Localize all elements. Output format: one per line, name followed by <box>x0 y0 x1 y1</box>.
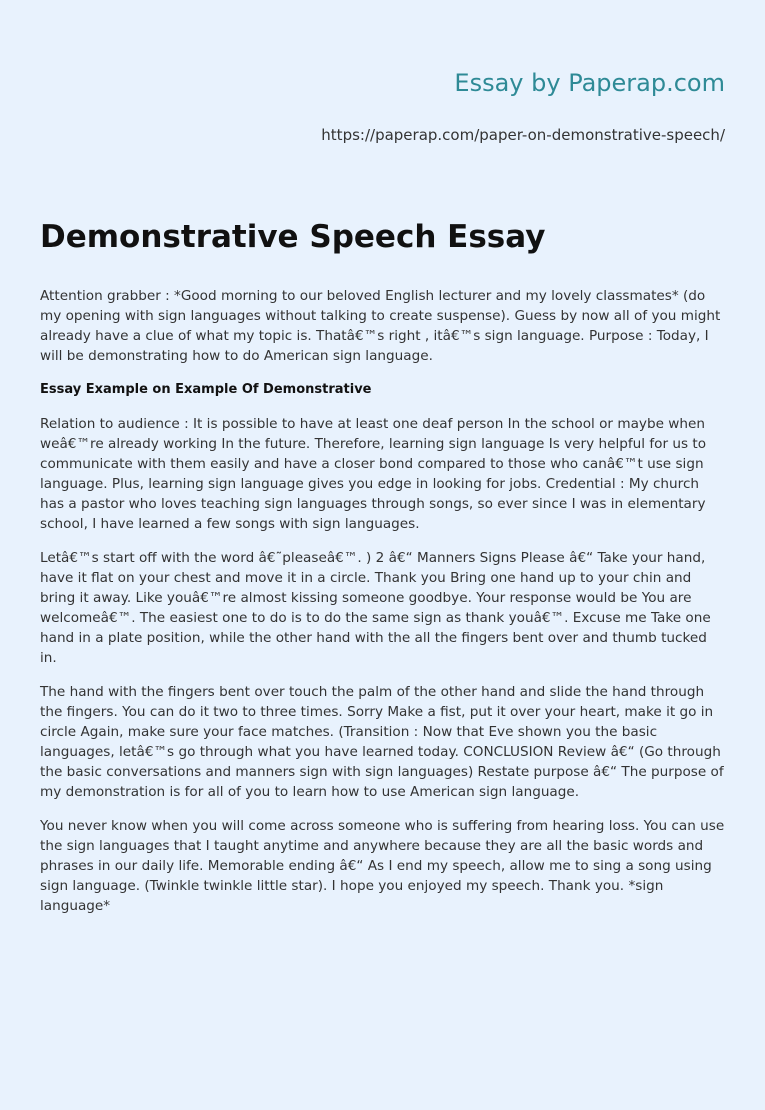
paragraph-relation: Relation to audience : It is possible to have at least one deaf person In the school or maybe when weâ€™re already working In the future. Therefore, learning sign language Is very helpful for us to communicate with them easily and have a closer bond compared to those who canâ€™t use sign language. Plus, learning sign language gives you edge in looking for jobs. Credential : My church has a pastor who loves teaching sign languages through songs, so ever since I was in elementary school, I have learned a few songs with sign languages. <box>40 416 707 532</box>
source-url[interactable]: https://paperap.com/paper-on-demonstrative-speech/ <box>321 126 725 144</box>
paragraph-ending: You never know when you will come across someone who is suffering from hearing loss. You can use the sign languages that I taught anytime and anywhere because they are all the basic words and phrases in our daily life. Memorable ending â€“ As I end my speech, allow me to sing a song using sign language. (Twinkle twinkle little star). I hope you enjoyed my speech. Thank you. *sign language* <box>40 818 725 914</box>
brand-link[interactable]: Essay by Paperap.com <box>454 69 725 97</box>
essay-example-heading: Essay Example on Example Of Demonstrative <box>40 382 372 397</box>
header <box>40 0 725 145</box>
paragraph-intro: Attention grabber : *Good morning to our beloved English lecturer and my lovely classmates* (do my opening with sign languages without talking to create suspense). Guess by now all of you might already have a clue of what my topic is. Thatâ€™s right , itâ€™s sign language. Purpose : Today, I will be demonstrating how to do American sign language. <box>40 288 721 364</box>
paragraph-manners: Letâ€™s start off with the word â€˜pleaseâ€™. ) 2 â€“ Manners Signs Please â€“ Take your hand, have it flat on your chest and move it in a circle. Thank you Bring one hand up to your chin and bring it away. Like youâ€™re almost kissing someone goodbye. Your response would be You are welcomeâ€™. The easiest one to do is to do the same sign as thank youâ€™. Excuse me Take one hand in a plate position, while the other hand with the all the fingers bent over and thumb tucked in. <box>40 550 711 666</box>
page-title: Demonstrative Speech Essay <box>40 219 546 255</box>
paragraph-conclusion: The hand with the fingers bent over touch the palm of the other hand and slide the hand through the fingers. You can do it two to three times. Sorry Make a fist, put it over your heart, make it go in circle Again, make sure your face matches. (Transition : Now that Eve shown you the basic languages, letâ€™s go through what you have learned today. CONCLUSION Review â€“ (Go through the basic conversations and manners sign with sign languages) Restate purpose â€“ The purpose of my demonstration is for all of you to learn how to use American sign language. <box>40 684 724 800</box>
essay-body <box>40 286 725 916</box>
